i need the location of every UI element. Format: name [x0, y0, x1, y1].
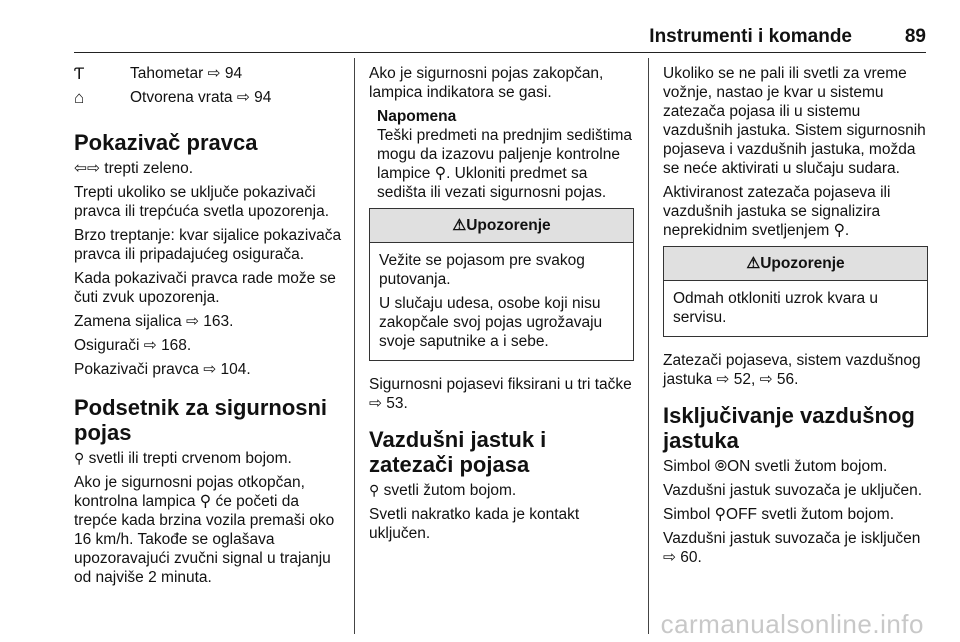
warning-text: Vežite se pojasom pre svakog putovanja.: [379, 252, 585, 288]
paragraph: Ukoliko se ne pali ili svetli za vreme vožnje, nastao je kvar u sistemu zatezača pojasa ili u sistemu vazdušnih jastuka. Sistem sigurnosnih pojaseva i vazdušnih jastuka, možda se neće aktivirati u slučaju sudara.: [663, 65, 926, 177]
turn-paragraph: Pokazivači pravca ⇨ 104.: [74, 361, 251, 378]
door-open-row: [74, 88, 342, 112]
turn-paragraph: Trepti ukoliko se uključe pokazivači pravca ili trepćuća svetla upozorenja.: [74, 184, 330, 220]
heading-airbag: Vazdušni jastuk i zatezači pojasa: [369, 427, 547, 477]
note-text: Teški predmeti na prednjim sedištima mogu da izazovu paljenje kontrolne lampice ⚲. Ukloniti predmet sa sedišta ili vezati sigurnosni pojas.: [377, 127, 632, 201]
belt-paragraph: Ako je sigurnosni pojas otkopčan, kontrolna lampica ⚲ će početi da trepće kada brzina vozila premaši oko 16 km/h. Takođe se oglašava upozoravajući zvučni signal u trajanju od najviše 2 minuta.: [74, 474, 335, 586]
column-divider: [648, 58, 649, 634]
column-2: [369, 64, 634, 548]
column-3: [663, 64, 928, 572]
paragraph: Sigurnosni pojasevi fiksirani u tri tačke ⇨ 53.: [369, 376, 632, 412]
watermark: carmanualsonline.info: [660, 609, 924, 639]
paragraph: Aktiviranost zatezača pojaseva ili vazdušnih jastuka se signalizira neprekidnim svetljenjem ⚲.: [663, 184, 891, 239]
airbag-off-paragraph: Simbol ⚲OFF svetli žutom bojom.: [663, 506, 894, 523]
note-block: [369, 107, 634, 202]
airbag-paragraph: ⚲ svetli žutom bojom.: [369, 482, 517, 499]
tachometer-text: Tahometar ⇨ 94: [130, 65, 243, 82]
note-title: Napomena: [377, 108, 457, 125]
airbag-off-paragraph: Vazdušni jastuk suvozača je uključen.: [663, 482, 923, 499]
turn-paragraph: Zamena sijalica ⇨ 163.: [74, 313, 234, 330]
turn-paragraph: ⇦⇨ trepti zeleno.: [74, 160, 194, 177]
page-header: [74, 0, 926, 53]
warning-title: ⚠Upozorenje: [370, 209, 633, 243]
seatbelt-icon: ⚲: [74, 450, 85, 466]
turn-paragraph: Osigurači ⇨ 168.: [74, 337, 192, 354]
column-1: [74, 64, 342, 592]
heading-turn-signal: Pokazivač pravca: [74, 130, 258, 155]
paragraph: Zatezači pojaseva, sistem vazdušnog jastuka ⇨ 52, ⇨ 56.: [663, 352, 921, 388]
warning-text: U slučaju udesa, osobe koji nisu zakopčale svoj pojas ugrožavaju svoje saputnike a i sebe.: [379, 295, 603, 350]
heading-seatbelt: Podsetnik za sigurnosni pojas: [74, 395, 328, 445]
page-title: Instrumenti i komande: [649, 26, 852, 47]
warning-box: [369, 208, 634, 361]
tachometer-row: [74, 64, 342, 88]
page-number: 89: [904, 26, 926, 47]
airbag-off-paragraph: Simbol ⦾ON svetli žutom bojom.: [663, 458, 888, 475]
airbag-icon: ⚲: [369, 482, 380, 498]
warning-title: ⚠Upozorenje: [664, 247, 927, 281]
door-open-icon: ⌂: [74, 88, 85, 107]
warning-box: [663, 246, 928, 337]
turn-paragraph: Brzo treptanje: kvar sijalice pokazivača pravca ili pripadajućeg osigurača.: [74, 227, 342, 263]
airbag-off-paragraph: Vazdušni jastuk suvozača je isključen ⇨ 60.: [663, 530, 921, 566]
airbag-paragraph: Svetli nakratko kada je kontakt uključen.: [369, 506, 580, 542]
turn-paragraph: Kada pokazivači pravca rade može se čuti zvuk upozorenja.: [74, 270, 336, 306]
tachometer-icon: Ƭ: [74, 64, 85, 83]
column-divider: [354, 58, 355, 634]
belt-paragraph: ⚲ svetli ili trepti crvenom bojom.: [74, 450, 292, 467]
paragraph: Ako je sigurnosni pojas zakopčan, lampica indikatora se gasi.: [369, 65, 604, 101]
warning-text: Odmah otkloniti uzrok kvara u servisu.: [673, 290, 879, 326]
door-open-text: Otvorena vrata ⇨ 94: [130, 89, 272, 106]
heading-airbag-off: Isključivanje vazdušnog jastuka: [663, 403, 915, 453]
